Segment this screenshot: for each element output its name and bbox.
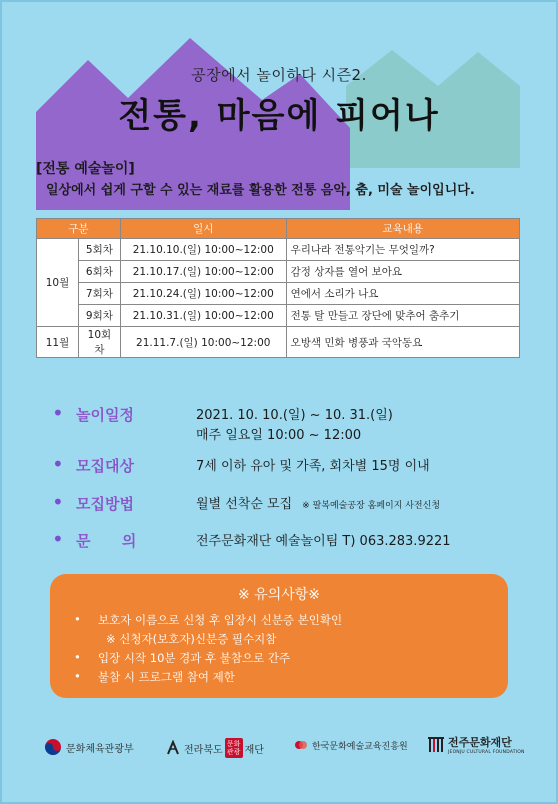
bullet-icon: • xyxy=(74,669,81,683)
list-item xyxy=(74,631,342,650)
session-cell: 5회차 xyxy=(78,239,120,261)
section-description: 일상에서 쉽게 구할 수 있는 재료를 활용한 전통 음악, 춤, 미술 놀이입니다. xyxy=(46,183,475,198)
month-cell: 11월 xyxy=(37,327,79,358)
bullet-icon: • xyxy=(52,452,64,476)
info-schedule xyxy=(52,401,522,444)
list-item xyxy=(74,669,342,688)
caution-text: 입장 시작 10분 경과 후 불참으로 간주 xyxy=(98,651,291,665)
caution-text: 불참 시 프로그램 참여 제한 xyxy=(98,670,235,684)
bullet-icon: • xyxy=(52,401,64,425)
logo-arte xyxy=(294,738,408,752)
info-value-secondary: 매주 일요일 10:00 ~ 12:00 xyxy=(196,428,362,443)
info-label: 문 의 xyxy=(76,532,137,550)
caution-box xyxy=(50,574,508,698)
logo-badge: 문화관광 xyxy=(225,738,243,758)
date-cell: 21.11.7.(일) 10:00~12:00 xyxy=(120,327,286,358)
info-value xyxy=(196,493,440,512)
session-cell: 7회차 xyxy=(78,283,120,305)
info-value: 7세 이하 유아 및 가족, 회차별 15명 이내 xyxy=(196,459,430,474)
bullet-icon: • xyxy=(52,527,64,551)
table-row xyxy=(37,305,520,327)
jcf-mark-icon xyxy=(428,736,444,754)
table-header-cell: 일시 xyxy=(120,219,286,239)
date-cell: 21.10.31.(일) 10:00~12:00 xyxy=(120,305,286,327)
date-cell: 21.10.17.(일) 10:00~12:00 xyxy=(120,261,286,283)
logo-text: 재단 xyxy=(244,744,264,756)
arte-mark-icon xyxy=(294,738,308,752)
taegeuk-icon xyxy=(44,738,62,756)
info-label: 모집방법 xyxy=(76,495,134,513)
month-cell: 10월 xyxy=(37,239,79,327)
info-target xyxy=(52,452,522,476)
content-cell: 전통 탈 만들고 장단에 맞추어 춤추기 xyxy=(286,305,519,327)
bullet-icon: • xyxy=(52,490,64,514)
content-cell: 우리나라 전통악기는 무엇일까? xyxy=(286,239,519,261)
list-item xyxy=(74,612,342,631)
logo-jeonbuk xyxy=(166,738,264,758)
table-header-row xyxy=(37,219,520,239)
info-note: ※ 팔복예술공장 홈페이지 사전신청 xyxy=(302,501,441,511)
info-value: 전주문화재단 예술놀이팀 T) 063.283.9221 xyxy=(196,534,451,549)
date-cell: 21.10.24.(일) 10:00~12:00 xyxy=(120,283,286,305)
logo-subtext: JEONJU CULTURAL FOUNDATION xyxy=(448,750,525,755)
content-cell: 오방색 민화 병풍과 국악동요 xyxy=(286,327,519,358)
session-cell: 6회차 xyxy=(78,261,120,283)
bullet-icon: • xyxy=(74,650,81,664)
logo-jcf xyxy=(428,734,525,755)
caution-text: 보호자 이름으로 신청 후 입장시 신분증 본인확인 xyxy=(98,613,343,627)
event-subtitle: 공장에서 놀이하다 시즌2. xyxy=(191,66,367,84)
caution-text: ※ 신청자(보호자)신분증 필수지참 xyxy=(106,632,277,646)
table-row xyxy=(37,327,520,358)
jeonbuk-mark-icon xyxy=(166,740,180,756)
logo-text: 한국문화예술교육진흥원 xyxy=(312,741,408,752)
logo-mcst xyxy=(44,738,134,756)
table-row xyxy=(37,283,520,305)
section-label: [전통 예술놀이] xyxy=(36,161,135,177)
session-cell: 10회차 xyxy=(78,327,120,358)
table-header-cell: 교육내용 xyxy=(286,219,519,239)
logo-text: 전주문화재단 xyxy=(448,736,512,749)
info-method xyxy=(52,490,522,514)
info-value: 2021. 10. 10.(일) ~ 10. 31.(일) xyxy=(196,408,393,423)
caution-title: ※ 유의사항※ xyxy=(237,587,320,603)
table-header-cell: 구분 xyxy=(37,219,121,239)
info-label: 놀이일정 xyxy=(76,406,134,424)
info-value-text: 월별 선착순 모집 xyxy=(196,497,293,512)
content-cell: 연에서 소리가 나요 xyxy=(286,283,519,305)
content-cell: 감정 상자를 열어 보아요 xyxy=(286,261,519,283)
logo-text-group xyxy=(448,734,525,755)
footer-logos xyxy=(0,734,558,764)
list-item xyxy=(74,650,342,669)
table-row xyxy=(37,239,520,261)
bullet-icon: • xyxy=(74,612,81,626)
event-title: 전통, 마음에 피어나 xyxy=(118,96,440,136)
caution-list xyxy=(74,612,342,688)
session-cell: 9회차 xyxy=(78,305,120,327)
info-label: 모집대상 xyxy=(76,457,134,475)
date-cell: 21.10.10.(일) 10:00~12:00 xyxy=(120,239,286,261)
table-row xyxy=(37,261,520,283)
info-contact xyxy=(52,527,522,551)
logo-text: 전라북도 xyxy=(184,744,223,756)
schedule-table xyxy=(36,218,520,358)
logo-text: 문화체육관광부 xyxy=(66,743,134,755)
